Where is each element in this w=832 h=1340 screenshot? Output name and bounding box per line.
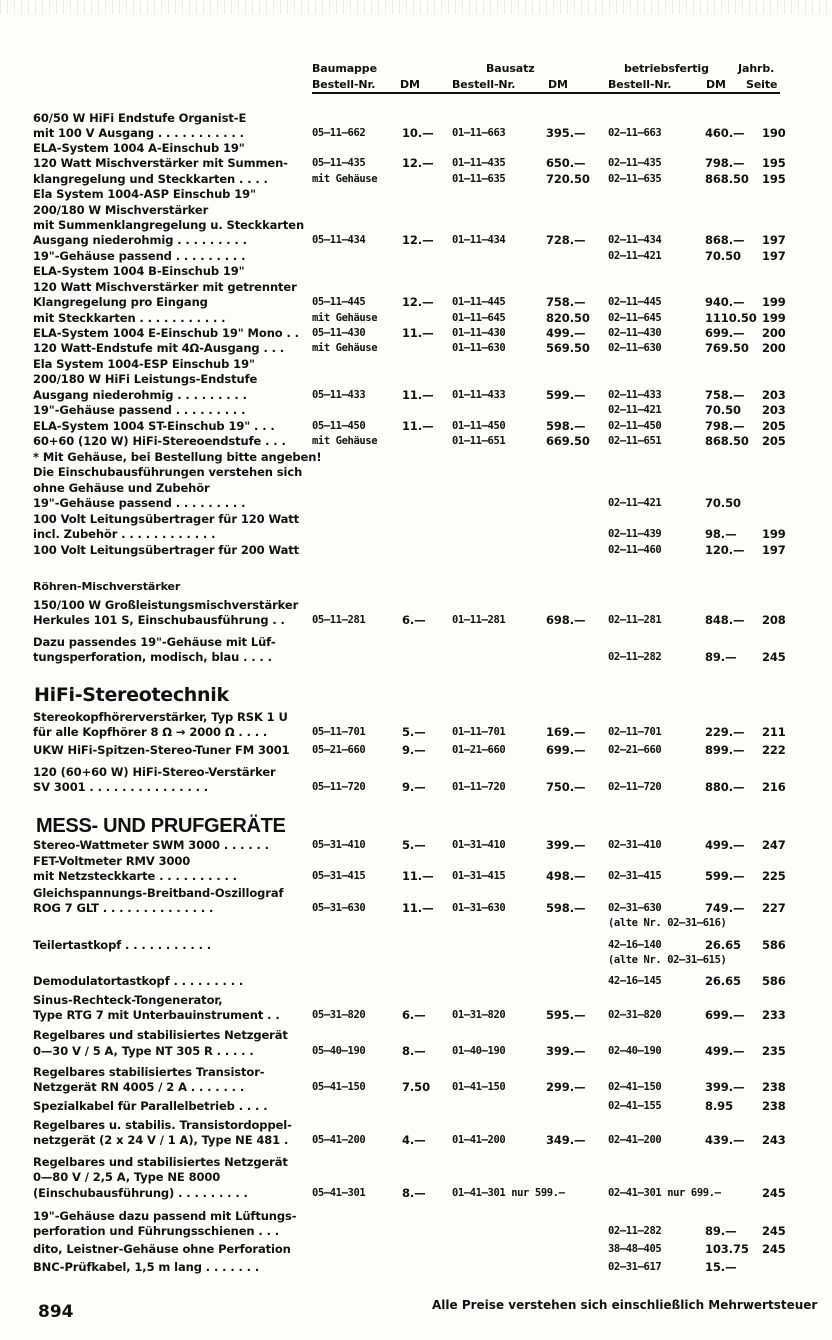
item-description: 100 Volt Leitungsübertrager für 200 Watt <box>33 543 300 557</box>
footer-note: Alle Preise verstehen sich einschließlich Mehrwertsteuer <box>432 1298 818 1312</box>
betriebsfertig-bestell-nr: (alte Nr. 02—31—615) <box>608 954 727 966</box>
betriebsfertig-price: 798.— <box>705 156 745 170</box>
jahrbuch-seite: 208 <box>762 613 786 627</box>
item-description: 120 Watt Mischverstärker mit Summen- <box>33 156 288 170</box>
betriebsfertig-price: 699.— <box>705 326 745 340</box>
item-description: netzgerät (2 x 24 V / 1 A), Type NE 481 . <box>33 1133 289 1147</box>
baumappe-price: 4.— <box>402 1133 426 1147</box>
bausatz-price: 699.— <box>546 743 586 757</box>
item-description: ohne Gehäuse und Zubehör <box>33 481 210 495</box>
item-description: Netzgerät RN 4005 / 2 A . . . . . . . <box>33 1080 245 1094</box>
betriebsfertig-bestell-nr: 02—11—433 <box>608 389 662 401</box>
baumappe-price: 11.— <box>402 388 434 402</box>
betriebsfertig-bestell-nr: 02—11—282 <box>608 651 662 663</box>
item-description: Dazu passendes 19"-Gehäuse mit Lüf- <box>33 635 276 649</box>
betriebsfertig-bestell-nr: 02—41—150 <box>608 1081 662 1093</box>
betriebsfertig-price: 460.— <box>705 126 745 140</box>
item-description: Ausgang niederohmig . . . . . . . . . <box>33 233 247 247</box>
betriebsfertig-bestell-nr: 02—11—435 <box>608 157 662 169</box>
bausatz-bestell-nr: 01—41—150 <box>452 1081 506 1093</box>
item-description: Sinus-Rechteck-Tongenerator, <box>33 993 223 1007</box>
item-description: Ela System 1004-ESP Einschub 19" <box>33 357 255 371</box>
betriebsfertig-price: 26.65 <box>705 974 741 988</box>
jahrbuch-seite: 197 <box>762 249 786 263</box>
bausatz-price: 569.50 <box>546 341 590 355</box>
baumappe-bestell-nr: 05—11—435 <box>312 157 366 169</box>
item-description: 120 Watt-Endstufe mit 4Ω-Ausgang . . . <box>33 341 285 355</box>
jahrbuch-seite: 195 <box>762 156 786 170</box>
baumappe-bestell-nr: 05—11—701 <box>312 726 366 738</box>
jahrbuch-seite: 238 <box>762 1099 786 1113</box>
header-betriebsfertig: betriebsfertig <box>624 62 709 75</box>
bausatz-price: 599.— <box>546 388 586 402</box>
section-heading-mess: MESS- UND PRUFGERÄTE <box>36 815 286 837</box>
betriebsfertig-price: 798.— <box>705 419 745 433</box>
jahrbuch-seite: 238 <box>762 1080 786 1094</box>
item-description: 19"-Gehäuse passend . . . . . . . . . <box>33 403 246 417</box>
bausatz-price: 499.— <box>546 326 586 340</box>
betriebsfertig-bestell-nr: 02—31—410 <box>608 839 662 851</box>
header-dm-3: DM <box>706 78 726 91</box>
item-description: mit Netzsteckkarte . . . . . . . . . . <box>33 869 237 883</box>
bausatz-bestell-nr: 01—41—200 <box>452 1134 506 1146</box>
item-description: ELA-System 1004 A-Einschub 19" <box>33 141 245 155</box>
item-description: * Mit Gehäuse, bei Bestellung bitte angeben! <box>33 450 322 464</box>
bausatz-price: 598.— <box>546 901 586 915</box>
baumappe-price: 5.— <box>402 725 426 739</box>
header-dm-2: DM <box>548 78 568 91</box>
betriebsfertig-bestell-nr: 02—11—645 <box>608 312 662 324</box>
baumappe-bestell-nr: 05—41—200 <box>312 1134 366 1146</box>
betriebsfertig-price: 868.50 <box>705 172 749 186</box>
bausatz-bestell-nr: 01—11—663 <box>452 127 506 139</box>
bausatz-price: 650.— <box>546 156 586 170</box>
jahrbuch-seite: 197 <box>762 233 786 247</box>
betriebsfertig-price: 758.— <box>705 388 745 402</box>
bausatz-bestell-nr: 01—11—450 <box>452 420 506 432</box>
betriebsfertig-price: 1110.50 <box>705 311 757 325</box>
item-description: Klangregelung pro Eingang <box>33 295 208 309</box>
header-bestell-nr-1: Bestell-Nr. <box>312 78 376 91</box>
baumappe-bestell-nr: 05—11—445 <box>312 296 366 308</box>
baumappe-bestell-nr: 05—11—450 <box>312 420 366 432</box>
jahrbuch-seite: 245 <box>762 1224 786 1238</box>
item-description: 60+60 (120 W) HiFi-Stereoendstufe . . . <box>33 434 286 448</box>
jahrbuch-seite: 245 <box>762 1242 786 1256</box>
jahrbuch-seite: 586 <box>762 938 786 952</box>
bausatz-bestell-nr: 01—11—630 <box>452 342 506 354</box>
baumappe-bestell-nr: 05—11—430 <box>312 327 366 339</box>
betriebsfertig-bestell-nr: 02—11—635 <box>608 173 662 185</box>
bausatz-bestell-nr: 01—11—445 <box>452 296 506 308</box>
baumappe-price: 12.— <box>402 295 434 309</box>
bausatz-price: 720.50 <box>546 172 590 186</box>
item-description: Type RTG 7 mit Unterbauinstrument . . <box>33 1008 280 1022</box>
betriebsfertig-bestell-nr: 02—41—301 nur 699.— <box>608 1187 721 1199</box>
jahrbuch-seite: 205 <box>762 434 786 448</box>
bausatz-price: 595.— <box>546 1008 586 1022</box>
item-description: Stereokopfhörerverstärker, Typ RSK 1 U <box>33 710 288 724</box>
item-description: mit Steckkarten . . . . . . . . . . . <box>33 311 226 325</box>
jahrbuch-seite: 211 <box>762 725 786 739</box>
jahrbuch-seite: 190 <box>762 126 786 140</box>
jahrbuch-seite: 216 <box>762 780 786 794</box>
baumappe-price: 8.— <box>402 1186 426 1200</box>
item-description: 19"-Gehäuse dazu passend mit Lüftungs- <box>33 1209 297 1223</box>
item-description: klangregelung und Steckkarten . . . . <box>33 172 268 186</box>
baumappe-price: 11.— <box>402 869 434 883</box>
item-description: 100 Volt Leitungsübertrager für 120 Watt <box>33 512 300 526</box>
item-description: 120 (60+60 W) HiFi-Stereo-Verstärker <box>33 765 276 779</box>
item-description: 19"-Gehäuse passend . . . . . . . . . <box>33 249 246 263</box>
item-description: ELA-System 1004 B-Einschub 19" <box>33 264 245 278</box>
bausatz-bestell-nr: 01—11—433 <box>452 389 506 401</box>
betriebsfertig-price: 8.95 <box>705 1099 733 1113</box>
scan-noise <box>0 0 832 14</box>
betriebsfertig-bestell-nr: 02—11—421 <box>608 404 662 416</box>
betriebsfertig-bestell-nr: 02—11—450 <box>608 420 662 432</box>
betriebsfertig-price: 120.— <box>705 543 745 557</box>
item-description: incl. Zubehör . . . . . . . . . . . . <box>33 527 216 541</box>
betriebsfertig-bestell-nr: 02—31—630 <box>608 902 662 914</box>
jahrbuch-seite: 199 <box>762 295 786 309</box>
item-description: perforation und Führungsschienen . . . <box>33 1224 280 1238</box>
baumappe-price: 5.— <box>402 838 426 852</box>
jahrbuch-seite: 205 <box>762 419 786 433</box>
item-description: 150/100 W Großleistungsmischverstärker <box>33 598 299 612</box>
betriebsfertig-price: 868.50 <box>705 434 749 448</box>
betriebsfertig-price: 769.50 <box>705 341 749 355</box>
section-heading-hifi: HiFi-Stereotechnik <box>34 684 229 706</box>
jahrbuch-seite: 586 <box>762 974 786 988</box>
betriebsfertig-bestell-nr: 42—16—145 <box>608 975 662 987</box>
bausatz-bestell-nr: 01—31—410 <box>452 839 506 851</box>
baumappe-price: 7.50 <box>402 1080 430 1094</box>
jahrbuch-seite: 199 <box>762 527 786 541</box>
baumappe-price: 9.— <box>402 780 426 794</box>
item-description: Regelbares stabilisiertes Transistor- <box>33 1065 265 1079</box>
bausatz-bestell-nr: 01—11—435 <box>452 157 506 169</box>
header-rule <box>312 92 780 94</box>
betriebsfertig-price: 439.— <box>705 1133 745 1147</box>
baumappe-bestell-nr: 05—21—660 <box>312 744 366 756</box>
jahrbuch-seite: 227 <box>762 901 786 915</box>
item-description: Gleichspannungs-Breitband-Oszillograf <box>33 886 284 900</box>
jahrbuch-seite: 203 <box>762 403 786 417</box>
item-description: tungsperforation, modisch, blau . . . . <box>33 650 272 664</box>
bausatz-bestell-nr: 01—40—190 <box>452 1045 506 1057</box>
bausatz-price: 598.— <box>546 419 586 433</box>
betriebsfertig-bestell-nr: 02—11—281 <box>608 614 662 626</box>
bausatz-price: 399.— <box>546 1044 586 1058</box>
bausatz-price: 299.— <box>546 1080 586 1094</box>
bausatz-bestell-nr: 01—31—630 <box>452 902 506 914</box>
baumappe-price: 6.— <box>402 1008 426 1022</box>
header-seite: Seite <box>746 78 778 91</box>
jahrbuch-seite: 235 <box>762 1044 786 1058</box>
header-baumappe: Baumappe <box>312 62 377 75</box>
item-description: mit Summenklangregelung u. Steckkarten <box>33 218 305 232</box>
item-description: UKW HiFi-Spitzen-Stereo-Tuner FM 3001 <box>33 743 290 757</box>
header-bestell-nr-2: Bestell-Nr. <box>452 78 516 91</box>
item-description: Spezialkabel für Parallelbetrieb . . . . <box>33 1099 268 1113</box>
jahrbuch-seite: 222 <box>762 743 786 757</box>
item-description: Herkules 101 S, Einschubausführung . . <box>33 613 285 627</box>
baumappe-price: 8.— <box>402 1044 426 1058</box>
betriebsfertig-price: 749.— <box>705 901 745 915</box>
bausatz-price: 399.— <box>546 838 586 852</box>
bausatz-bestell-nr: 01—11—281 <box>452 614 506 626</box>
baumappe-bestell-nr: 05—11—662 <box>312 127 366 139</box>
bausatz-bestell-nr: 01—11—645 <box>452 312 506 324</box>
item-description: Regelbares u. stabilis. Transistordoppel- <box>33 1118 292 1132</box>
betriebsfertig-price: 899.— <box>705 743 745 757</box>
betriebsfertig-price: 26.65 <box>705 938 741 952</box>
baumappe-bestell-nr: mit Gehäuse <box>312 342 378 354</box>
betriebsfertig-price: 499.— <box>705 838 745 852</box>
jahrbuch-seite: 200 <box>762 326 786 340</box>
item-description: Regelbares und stabilisiertes Netzgerät <box>33 1155 288 1169</box>
betriebsfertig-price: 848.— <box>705 613 745 627</box>
bausatz-price: 169.— <box>546 725 586 739</box>
betriebsfertig-bestell-nr: 02—11—434 <box>608 234 662 246</box>
betriebsfertig-price: 70.50 <box>705 249 741 263</box>
betriebsfertig-bestell-nr: 02—41—200 <box>608 1134 662 1146</box>
betriebsfertig-price: 15.— <box>705 1260 737 1274</box>
item-description: 200/180 W Mischverstärker <box>33 203 209 217</box>
bausatz-price: 820.50 <box>546 311 590 325</box>
baumappe-bestell-nr: 05—11—720 <box>312 781 366 793</box>
jahrbuch-seite: 195 <box>762 172 786 186</box>
jahrbuch-seite: 225 <box>762 869 786 883</box>
betriebsfertig-bestell-nr: 02—11—439 <box>608 528 662 540</box>
header-bestell-nr-3: Bestell-Nr. <box>608 78 672 91</box>
baumappe-bestell-nr: mit Gehäuse <box>312 173 378 185</box>
jahrbuch-seite: 243 <box>762 1133 786 1147</box>
item-description: Stereo-Wattmeter SWM 3000 . . . . . . <box>33 838 269 852</box>
jahrbuch-seite: 197 <box>762 543 786 557</box>
item-description: Teilertastkopf . . . . . . . . . . . <box>33 938 212 952</box>
baumappe-bestell-nr: mit Gehäuse <box>312 312 378 324</box>
bausatz-price: 349.— <box>546 1133 586 1147</box>
baumappe-bestell-nr: 05—31—820 <box>312 1009 366 1021</box>
item-description: 19"-Gehäuse passend . . . . . . . . . <box>33 496 246 510</box>
bausatz-price: 758.— <box>546 295 586 309</box>
betriebsfertig-price: 499.— <box>705 1044 745 1058</box>
betriebsfertig-bestell-nr: 02—41—155 <box>608 1100 662 1112</box>
item-description: ROG 7 GLT . . . . . . . . . . . . . . <box>33 901 214 915</box>
baumappe-price: 9.— <box>402 743 426 757</box>
baumappe-bestell-nr: 05—11—433 <box>312 389 366 401</box>
item-description: 120 Watt Mischverstärker mit getrennter <box>33 280 297 294</box>
bausatz-price: 669.50 <box>546 434 590 448</box>
bausatz-bestell-nr: 01—31—415 <box>452 870 506 882</box>
item-description: (Einschubausführung) . . . . . . . . . <box>33 1186 248 1200</box>
bausatz-bestell-nr: 01—11—651 <box>452 435 506 447</box>
item-description: für alle Kopfhörer 8 Ω → 2000 Ω . . . . <box>33 725 268 739</box>
item-description: 0—80 V / 2,5 A, Type NE 8000 <box>33 1170 221 1184</box>
item-description: 0—30 V / 5 A, Type NT 305 R . . . . . <box>33 1044 254 1058</box>
betriebsfertig-price: 599.— <box>705 869 745 883</box>
jahrbuch-seite: 245 <box>762 650 786 664</box>
betriebsfertig-bestell-nr: 02—31—617 <box>608 1261 662 1273</box>
item-description: Die Einschubausführungen verstehen sich <box>33 465 303 479</box>
betriebsfertig-bestell-nr: 02—11—651 <box>608 435 662 447</box>
bausatz-bestell-nr: 01—11—635 <box>452 173 506 185</box>
betriebsfertig-price: 70.50 <box>705 403 741 417</box>
bausatz-bestell-nr: 01—11—701 <box>452 726 506 738</box>
bausatz-bestell-nr: 01—11—430 <box>452 327 506 339</box>
betriebsfertig-price: 89.— <box>705 650 737 664</box>
betriebsfertig-price: 98.— <box>705 527 737 541</box>
betriebsfertig-bestell-nr: 38—48—405 <box>608 1243 662 1255</box>
betriebsfertig-bestell-nr: 02—11—460 <box>608 544 662 556</box>
bausatz-price: 498.— <box>546 869 586 883</box>
betriebsfertig-bestell-nr: 02—11—701 <box>608 726 662 738</box>
bausatz-bestell-nr: 01—41—301 nur 599.— <box>452 1187 565 1199</box>
betriebsfertig-price: 868.— <box>705 233 745 247</box>
bausatz-price: 750.— <box>546 780 586 794</box>
betriebsfertig-price: 70.50 <box>705 496 741 510</box>
header-bausatz: Bausatz <box>486 62 535 75</box>
item-description: Demodulatortastkopf . . . . . . . . . <box>33 974 244 988</box>
baumappe-bestell-nr: 05—11—434 <box>312 234 366 246</box>
jahrbuch-seite: 200 <box>762 341 786 355</box>
betriebsfertig-price: 89.— <box>705 1224 737 1238</box>
item-description: Regelbares und stabilisiertes Netzgerät <box>33 1028 288 1042</box>
bausatz-bestell-nr: 01—31—820 <box>452 1009 506 1021</box>
bausatz-price: 395.— <box>546 126 586 140</box>
betriebsfertig-price: 103.75 <box>705 1242 749 1256</box>
bausatz-price: 728.— <box>546 233 586 247</box>
item-description: BNC-Prüfkabel, 1,5 m lang . . . . . . . <box>33 1260 260 1274</box>
betriebsfertig-bestell-nr: 42—16—140 <box>608 939 662 951</box>
baumappe-bestell-nr: 05—40—190 <box>312 1045 366 1057</box>
item-description: FET-Voltmeter RMV 3000 <box>33 854 191 868</box>
betriebsfertig-price: 229.— <box>705 725 745 739</box>
betriebsfertig-bestell-nr: 02—11—630 <box>608 342 662 354</box>
baumappe-price: 10.— <box>402 126 434 140</box>
betriebsfertig-bestell-nr: 02—11—445 <box>608 296 662 308</box>
baumappe-price: 11.— <box>402 901 434 915</box>
baumappe-bestell-nr: 05—31—630 <box>312 902 366 914</box>
item-description: Ausgang niederohmig . . . . . . . . . <box>33 388 247 402</box>
betriebsfertig-bestell-nr: 02—11—421 <box>608 250 662 262</box>
betriebsfertig-bestell-nr: 02—11—663 <box>608 127 662 139</box>
jahrbuch-seite: 199 <box>762 311 786 325</box>
baumappe-price: 12.— <box>402 156 434 170</box>
baumappe-bestell-nr: 05—41—150 <box>312 1081 366 1093</box>
baumappe-bestell-nr: 05—31—415 <box>312 870 366 882</box>
bausatz-bestell-nr: 01—11—434 <box>452 234 506 246</box>
baumappe-bestell-nr: 05—11—281 <box>312 614 366 626</box>
bausatz-bestell-nr: 01—11—720 <box>452 781 506 793</box>
betriebsfertig-bestell-nr: 02—21—660 <box>608 744 662 756</box>
bausatz-bestell-nr: 01—21—660 <box>452 744 506 756</box>
baumappe-price: 11.— <box>402 419 434 433</box>
betriebsfertig-price: 940.— <box>705 295 745 309</box>
item-description: dito, Leistner-Gehäuse ohne Perforation <box>33 1242 291 1256</box>
item-description: mit 100 V Ausgang . . . . . . . . . . . <box>33 126 244 140</box>
bausatz-price: 698.— <box>546 613 586 627</box>
item-description: ELA-System 1004 E-Einschub 19" Mono . . <box>33 326 299 340</box>
betriebsfertig-bestell-nr: 02—31—415 <box>608 870 662 882</box>
jahrbuch-seite: 233 <box>762 1008 786 1022</box>
betriebsfertig-bestell-nr: 02—11—430 <box>608 327 662 339</box>
baumappe-bestell-nr: 05—31—410 <box>312 839 366 851</box>
header-dm-1: DM <box>400 78 420 91</box>
page-number: 894 <box>38 1302 74 1322</box>
baumappe-price: 6.— <box>402 613 426 627</box>
item-description: ELA-System 1004 ST-Einschub 19" . . . <box>33 419 275 433</box>
baumappe-price: 11.— <box>402 326 434 340</box>
header-jahrb: Jahrb. <box>738 62 775 75</box>
item-description: Röhren-Mischverstärker <box>33 580 181 593</box>
jahrbuch-seite: 245 <box>762 1186 786 1200</box>
jahrbuch-seite: 203 <box>762 388 786 402</box>
item-description: 60/50 W HiFi Endstufe Organist-E <box>33 111 247 125</box>
baumappe-bestell-nr: 05—41—301 <box>312 1187 366 1199</box>
betriebsfertig-bestell-nr: 02—11—282 <box>608 1225 662 1237</box>
item-description: SV 3001 . . . . . . . . . . . . . . . <box>33 780 209 794</box>
item-description: Ela System 1004-ASP Einschub 19" <box>33 187 256 201</box>
item-description: 200/180 W HiFi Leistungs-Endstufe <box>33 372 258 386</box>
betriebsfertig-price: 399.— <box>705 1080 745 1094</box>
betriebsfertig-price: 699.— <box>705 1008 745 1022</box>
betriebsfertig-price: 880.— <box>705 780 745 794</box>
betriebsfertig-bestell-nr: 02—40—190 <box>608 1045 662 1057</box>
jahrbuch-seite: 247 <box>762 838 786 852</box>
betriebsfertig-bestell-nr: (alte Nr. 02—31—616) <box>608 917 727 929</box>
betriebsfertig-bestell-nr: 02—11—720 <box>608 781 662 793</box>
baumappe-price: 12.— <box>402 233 434 247</box>
betriebsfertig-bestell-nr: 02—11—421 <box>608 497 662 509</box>
betriebsfertig-bestell-nr: 02—31—820 <box>608 1009 662 1021</box>
baumappe-bestell-nr: mit Gehäuse <box>312 435 378 447</box>
